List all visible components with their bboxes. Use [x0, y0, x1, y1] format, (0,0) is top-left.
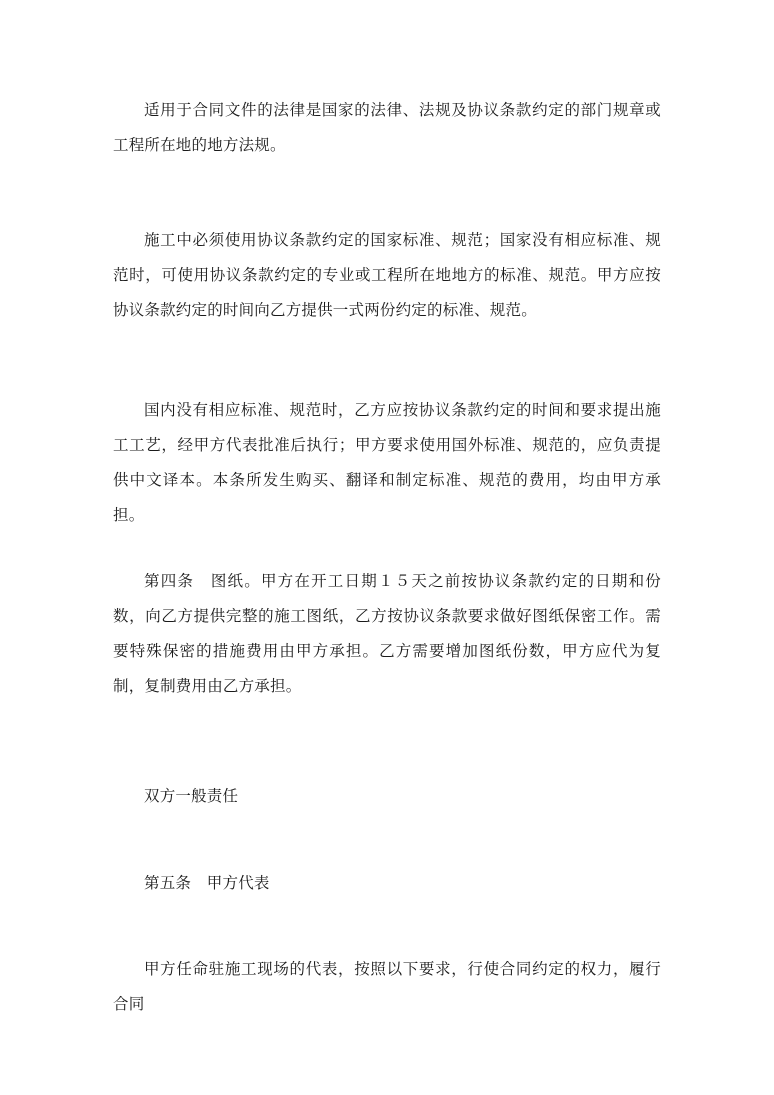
paragraph-standards: 施工中必须使用协议条款约定的国家标准、规范；国家没有相应标准、规范时，可使用协议条款约定的专业或工程所在地地方的标准、规范。甲方应按协议条款约定的时间向乙方提供一式两份约定的标准、规范。	[113, 231, 661, 319]
paragraph-representative-duties: 甲方任命驻施工现场的代表，按照以下要求，行使合同约定的权力，履行合同	[113, 960, 661, 1013]
section-heading-general-responsibilities: 双方一般责任	[144, 787, 239, 805]
paragraph-applicable-law: 适用于合同文件的法律是国家的法律、法规及协议条款约定的部门规章或工程所在地的地方法规。	[113, 101, 661, 154]
paragraph-article-four-drawings: 第四条 图纸。甲方在开工日期１５天之前按协议条款约定的日期和份数，向乙方提供完整的施工图纸，乙方按协议条款要求做好图纸保密工作。需要特殊保密的措施费用由甲方承担。乙方需要增加图纸份数，甲方应代为复制，复制费用由乙方承担。	[113, 572, 661, 695]
article-heading-party-a-representative: 第五条 甲方代表	[144, 874, 270, 892]
paragraph-foreign-standards: 国内没有相应标准、规范时，乙方应按协议条款约定的时间和要求提出施工工艺，经甲方代表批准后执行；甲方要求使用国外标准、规范的，应负责提供中文译本。本条所发生购买、翻译和制定标准、规范的费用，均由甲方承担。	[113, 401, 661, 524]
